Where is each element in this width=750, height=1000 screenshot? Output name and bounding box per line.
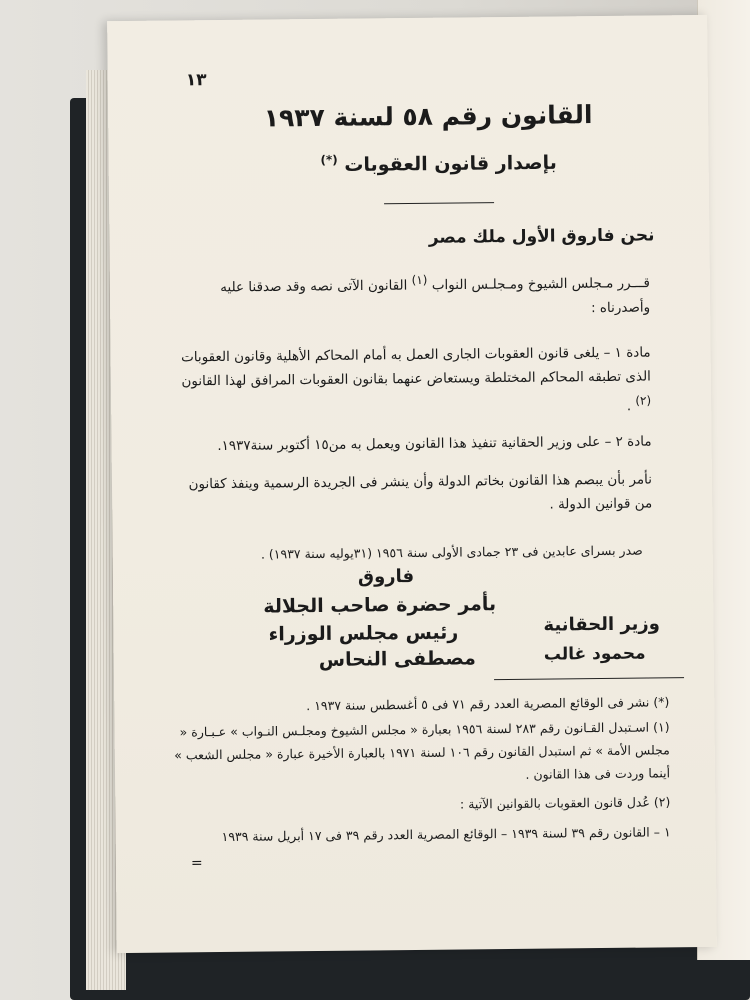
signature-king: فاروق [357, 565, 415, 588]
article-1-text: مادة ١ – يلغى قانون العقوبات الجارى العمل به أمام المحاكم الأهلية وقانون العقوبات الذى تطبقه المحاكم المختلطة ويستعاض عنهما بقانون العقوبات المرافق لهذا القانون [180, 344, 651, 390]
law-subtitle [309, 150, 569, 176]
preamble-start: قـــرر مـجلس الشيوخ ومـجلـس النواب [431, 274, 650, 294]
book-page [107, 15, 717, 953]
justice-minister-name: محمود غالب [543, 643, 646, 665]
promulgation-order: نأمر بأن يبصم هذا القانون بخاتم الدولة وأن ينشر فى الجريدة الرسمية وينفذ كقانون من قوانين الدولة . [188, 471, 653, 513]
article-1-footnote-mark: (٢) [635, 393, 652, 408]
prime-minister-title: رئيس مجلس الوزراء [268, 621, 459, 646]
issued-line: صدر بسراى عابدين فى ٢٣ جمادى الأولى سنة ١٩٥٦ (٣١يوليه سنة ١٩٣٧) . [260, 542, 643, 562]
subtitle-footnote-mark: (*) [320, 152, 338, 167]
article-2: مادة ٢ – على وزير الحقانية تنفيذ هذا القانون ويعمل به من١٥ أكتوبر سنة١٩٣٧. [217, 433, 652, 455]
page-number: ١٣ [185, 70, 207, 91]
article-1 [171, 340, 652, 423]
preamble-end: القانون الآتى نصه وقد صدقنا عليه وأصدرناه : [220, 277, 651, 316]
preamble [170, 265, 651, 324]
law-title: القانون رقم ٥٨ لسنة ١٩٣٧ [263, 100, 593, 133]
article-1-end: . [626, 398, 632, 415]
prime-minister-name: مصطفى النحاس [318, 647, 476, 671]
king-line: نحن فاروق الأول ملك مصر [428, 225, 655, 248]
footnote-1: (١) اسـتبدل القـانون رقم ٢٨٣ لسنة ١٩٥٦ بعبارة « مجلس الشيوخ ومجلـس النـواب » عـبـارة « مجلس الأمة » ثم استبدل القانون رقم ١٠٦ لسنة ١٩٧١ بالعبارة الأخيرة عبارة « مجلس الشعب » أينما وردت فى هذا القانون . [174, 719, 671, 782]
footnotes-divider [494, 677, 684, 680]
preamble-footnote-mark: (١) [411, 272, 428, 287]
by-order-line: بأمر حضرة صاحب الجلالة [263, 593, 497, 618]
law-subtitle-text: بإصدار قانون العقوبات [344, 151, 557, 177]
footnote-continuation-mark: = [190, 855, 203, 872]
title-divider [384, 202, 494, 204]
footnote-2: (٢) عُدل قانون العقوبات بالقوانين الآتية : [459, 794, 671, 812]
footnote-2-item-1: ١ – القانون رقم ٣٩ لسنة ١٩٣٩ – الوقائع المصرية العدد رقم ٣٩ فى ١٧ أبريل سنة ١٩٣٩ [221, 824, 671, 845]
justice-minister-title: وزير الحقانية [543, 613, 661, 636]
footnote-star: (*) نشر فى الوقائع المصرية العدد رقم ٧١ فى ٥ أغسطس سنة ١٩٣٧ . [306, 694, 670, 714]
